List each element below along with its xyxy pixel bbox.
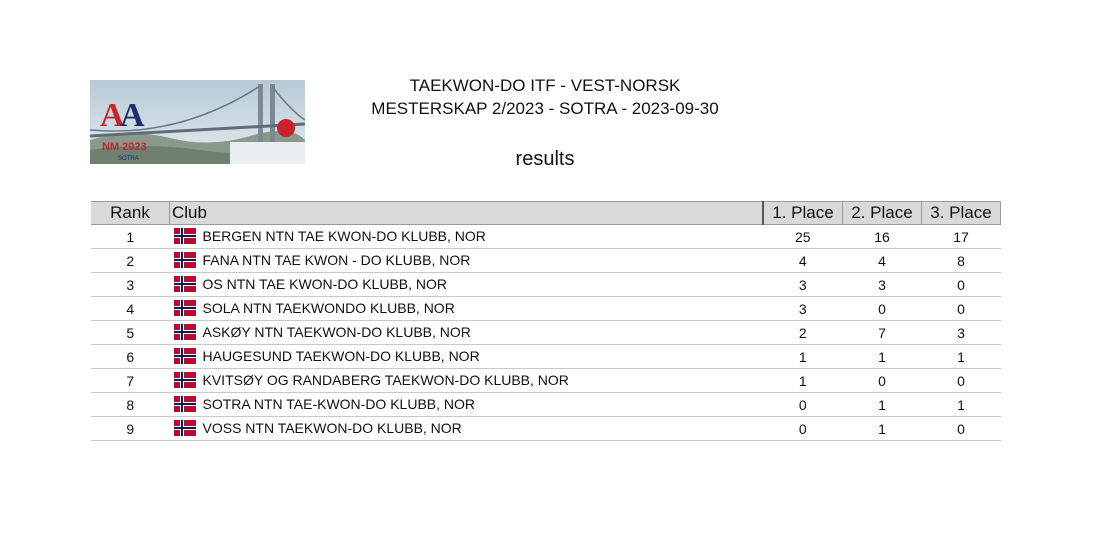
- table-header-row: [91, 202, 1001, 225]
- first-place-count: 2: [763, 321, 843, 345]
- third-place-count: 0: [922, 369, 1001, 393]
- second-place-count: 0: [843, 297, 922, 321]
- column-header-rank: Rank: [91, 202, 170, 225]
- second-place-count: 16: [843, 225, 922, 249]
- column-header-third-place: 3. Place: [922, 202, 1001, 225]
- third-place-count: 0: [922, 417, 1001, 441]
- club-cell: [170, 273, 764, 297]
- first-place-count: 4: [763, 249, 843, 273]
- norway-flag-icon: [172, 276, 198, 292]
- first-place-count: 0: [763, 417, 843, 441]
- third-place-count: 17: [922, 225, 1001, 249]
- club-cell: [170, 417, 764, 441]
- first-place-count: 3: [763, 297, 843, 321]
- second-place-count: 1: [843, 345, 922, 369]
- bridge-logo-image: [90, 80, 305, 164]
- rank-cell: 8: [91, 393, 170, 417]
- club-name: FANA NTN TAE KWON - DO KLUBB, NOR: [202, 251, 471, 268]
- rank-cell: 3: [91, 273, 170, 297]
- norway-flag-icon: [172, 396, 198, 412]
- column-header-club: Club: [170, 202, 764, 225]
- first-place-count: 1: [763, 345, 843, 369]
- club-name: SOTRA NTN TAE-KWON-DO KLUBB, NOR: [202, 395, 476, 412]
- club-cell: [170, 297, 764, 321]
- club-name: ASKØY NTN TAEKWON-DO KLUBB, NOR: [202, 323, 471, 340]
- third-place-count: 1: [922, 345, 1001, 369]
- club-cell: [170, 393, 764, 417]
- first-place-count: 0: [763, 393, 843, 417]
- first-place-count: 1: [763, 369, 843, 393]
- norway-flag-icon: [172, 324, 198, 340]
- table-row: [91, 273, 1001, 297]
- third-place-count: 0: [922, 273, 1001, 297]
- table-row: [91, 393, 1001, 417]
- third-place-count: 0: [922, 297, 1001, 321]
- second-place-count: 1: [843, 417, 922, 441]
- document-title: [330, 74, 760, 120]
- club-name: SOLA NTN TAEKWONDO KLUBB, NOR: [202, 299, 455, 316]
- rank-cell: 6: [91, 345, 170, 369]
- club-name: HAUGESUND TAEKWON-DO KLUBB, NOR: [202, 347, 480, 364]
- club-cell: [170, 345, 764, 369]
- table-row: [91, 297, 1001, 321]
- table-row: [91, 249, 1001, 273]
- club-name: KVITSØY OG RANDABERG TAEKWON-DO KLUBB, NOR: [202, 371, 569, 388]
- rank-cell: 2: [91, 249, 170, 273]
- column-header-second-place: 2. Place: [843, 202, 922, 225]
- club-name: OS NTN TAE KWON-DO KLUBB, NOR: [202, 275, 448, 292]
- title-line-2: MESTERSKAP 2/2023 - SOTRA - 2023-09-30: [371, 99, 719, 118]
- norway-flag-icon: [172, 348, 198, 364]
- rank-cell: 4: [91, 297, 170, 321]
- logo-sub: SOTRA: [118, 156, 139, 162]
- rank-cell: 5: [91, 321, 170, 345]
- table-row: [91, 225, 1001, 249]
- column-header-first-place: 1. Place: [763, 202, 843, 225]
- third-place-count: 3: [922, 321, 1001, 345]
- svg-text:A: A: [120, 97, 145, 134]
- norway-flag-icon: [172, 420, 198, 436]
- first-place-count: 25: [763, 225, 843, 249]
- title-line-1: TAEKWON-DO ITF - VEST-NORSK: [409, 76, 681, 95]
- logo-caption: NM 2023: [102, 141, 147, 153]
- club-cell: [170, 249, 764, 273]
- club-name: BERGEN NTN TAE KWON-DO KLUBB, NOR: [202, 227, 486, 244]
- norway-flag-icon: [172, 300, 198, 316]
- norway-flag-icon: [172, 252, 198, 268]
- results-table: [91, 201, 1001, 441]
- club-name: VOSS NTN TAEKWON-DO KLUBB, NOR: [202, 419, 462, 436]
- norway-flag-icon: [172, 372, 198, 388]
- club-cell: [170, 369, 764, 393]
- event-logo: [90, 80, 305, 164]
- second-place-count: 1: [843, 393, 922, 417]
- second-place-count: 3: [843, 273, 922, 297]
- table-row: [91, 345, 1001, 369]
- table-row: [91, 369, 1001, 393]
- first-place-count: 3: [763, 273, 843, 297]
- rank-cell: 9: [91, 417, 170, 441]
- club-cell: [170, 321, 764, 345]
- third-place-count: 8: [922, 249, 1001, 273]
- table-row: [91, 417, 1001, 441]
- norway-flag-icon: [172, 228, 198, 244]
- results-heading: results: [515, 148, 575, 170]
- rank-cell: 1: [91, 225, 170, 249]
- table-row: [91, 321, 1001, 345]
- second-place-count: 0: [843, 369, 922, 393]
- rank-cell: 7: [91, 369, 170, 393]
- club-cell: [170, 225, 764, 249]
- third-place-count: 1: [922, 393, 1001, 417]
- second-place-count: 7: [843, 321, 922, 345]
- second-place-count: 4: [843, 249, 922, 273]
- svg-text:A: A: [100, 97, 125, 134]
